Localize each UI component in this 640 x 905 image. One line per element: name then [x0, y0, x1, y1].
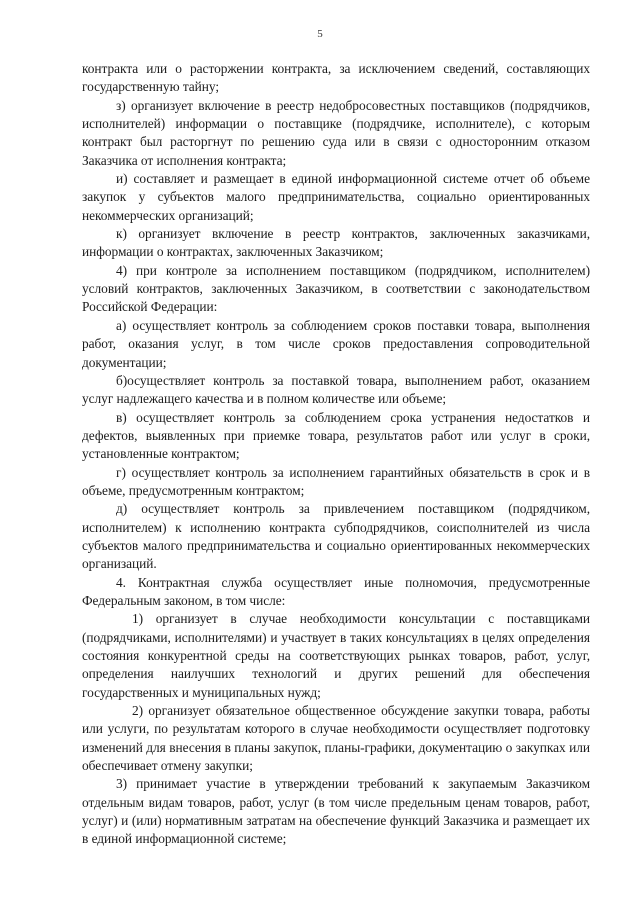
paragraph-item-a: а) осуществляет контроль за соблюдением сроков поставки товара, выполнения работ, оказания услуг, в том числе сроков предоставления сопроводительной документации; [82, 317, 590, 370]
paragraph-item-v: в) осуществляет контроль за соблюдением срока устранения недостатков и дефектов, выявленных при приемке товара, результатов работ или услуг в сроки, установленные контрактом; [82, 409, 590, 462]
page-number: 5 [317, 28, 323, 40]
paragraph-section-4: 4. Контрактная служба осуществляет иные полномочия, предусмотренные Федеральным законом, в том числе: [82, 574, 590, 608]
document-body [82, 60, 590, 849]
paragraph-contract-termination-end: контракта или о расторжении контракта, за исключением сведений, составляющих государственную тайну; [82, 61, 590, 95]
paragraph-item-g: г) осуществляет контроль за исполнением гарантийных обязательств в срок и в объеме, предусмотренным контрактом; [82, 464, 590, 498]
paragraph-item-i: и) составляет и размещает в единой информационной системе отчет об объеме закупок у субъектов малого предпринимательства, социально ориентированных некоммерческих организаций; [82, 171, 590, 223]
paragraph-item-z: з) организует включение в реестр недобросовестных поставщиков (подрядчиков, исполнителей) информации о поставщике (подрядчике, исполнителе), с которым контракт был расторгнут по решению суда или в связи с односторонним отказом Заказчика от исполнения контракта; [82, 97, 590, 168]
paragraph-item-b: б)осуществляет контроль за поставкой товара, выполнением работ, оказанием услуг надлежащего качества и в полном количестве или объеме; [82, 372, 590, 407]
paragraph-item-d: д) осуществляет контроль за привлечением поставщиком (подрядчиком, исполнителем) к исполнению контракта субподрядчиков, соисполнителей из числа субъектов малого предпринимательства и социально ориентированных некоммерческих организаций. [82, 501, 590, 572]
paragraph-section-4-item-3: 3) принимает участие в утверждении требований к закупаемым Заказчиком отдельным видам товаров, работ, услуг (в том числе предельным ценам товаров, работ, услуг) и (или) нормативным затратам на обеспечение функций Заказчика и размещает их в единой информационной системе; [82, 776, 590, 847]
paragraph-item-4: 4) при контроле за исполнением поставщиком (подрядчиком, исполнителем) условий контрактов, заключенных Заказчиком, в соответствии с законодательством Российской Федерации: [82, 262, 590, 315]
paragraph-item-k: к) организует включение в реестр контрактов, заключенных заказчиками, информации о контрактах, заключенных Заказчиком; [82, 226, 590, 260]
paragraph-section-4-item-2: 2) организует обязательное общественное обсуждение закупки товара, работы или услуги, по результатам которого в случае необходимости осуществляет подготовку изменений для внесения в планы закупок, планы-графики, документацию о закупках или обеспечивает отмену закупки; [82, 703, 590, 774]
paragraph-section-4-item-1: 1) организует в случае необходимости консультации с поставщиками (подрядчиками, исполнителями) и участвует в таких консультациях в целях определения состояния конкурентной среды на соответствующих рынках товаров, работ, услуг, определения наилучших технологий и других решений для обеспечения государственных и муниципальных нужд; [82, 611, 590, 700]
